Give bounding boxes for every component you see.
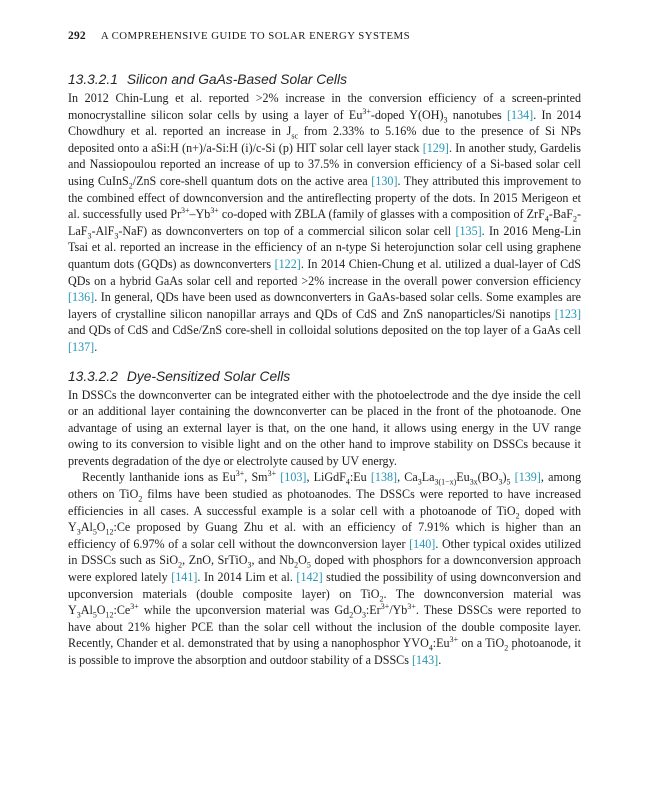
subscript: 2 (138, 494, 143, 504)
citation-link[interactable]: [140] (409, 536, 436, 551)
subscript: 3 (114, 231, 119, 241)
subscript: 12 (105, 610, 114, 620)
section-heading-13-3-2-2 (68, 369, 581, 384)
superscript: 3+ (235, 469, 245, 479)
subscript: 3 (361, 610, 366, 620)
superscript: 3+ (380, 602, 390, 612)
citation-link[interactable]: [134] (507, 107, 534, 122)
citation-link[interactable]: [142] (296, 570, 323, 585)
subscript: 2 (572, 214, 577, 224)
subscript: 5 (92, 527, 97, 537)
section-number: 13.3.2.1 (68, 72, 118, 87)
page-header (68, 30, 581, 42)
subscript: 3x (469, 477, 478, 487)
citation-link[interactable]: [122] (274, 256, 301, 271)
subscript: 5 (92, 610, 97, 620)
subscript: 2 (294, 560, 299, 570)
subscript: 3 (76, 527, 81, 537)
citation-link[interactable]: [123] (554, 306, 581, 321)
superscript: 3+ (362, 106, 371, 116)
citation-link[interactable]: [103] (280, 470, 307, 485)
paragraph-dssc-lanthanide: Recently lanthanide ions as $Eu^{3+}$, $Sm^{3+}$ [103], LiGdF$_4$:Eu [138], $Ca_3La_{3(1-x)}Eu_{3x}(BO_3)_5$ [139], among others on TiO$_2$ films have been studied as photoanodes. The DSSCs were reported to have increased efficiencies in all cases. A successful example is a solar cell with a photoanode of TiO$_2$ doped with $Y_3Al_5O_{12}:Ce$ proposed by Guang Zhu et al. with an efficiency of 7.91% which is higher than an efficiency of 6.97% of a solar cell without the downconversion layer [140]. Other typical oxides utilized in DSSCs such as SiO$_2$, ZnO, SrTiO$_3$, and $Nb_2O_5$ doped with phosphors for a downconversion approach were explored lately [141]. In 2014 Lim et al. [142] studied the possibility of using downconversion and upconversion materials (double composite layer) on TiO$_2$. The downconversion material was $Y_3Al_5O_{12}:Ce^{3+}$ while the upconversion material was $Gd_2O_3:Er^{3+}/Yb^{3+}$. These DSSCs were reported to have about 21% higher PCE than the solar cell without the inclusion of the double composite layer. Recently, Chander et al. demonstrated that by using a nanophosphor $YVO_4:Eu^{3+}$ on a TiO$_2$ photoanode, it is possible to improve the absorption and outdoor stability of a DSSCs [143]. (68, 469, 582, 667)
paragraph-silicon-gaas: In 2012 Chin-Lung et al. reported >2% increase in the conversion efficiency of a screen-printed monocrystalline silicon solar cells by using a layer of $Eu^{3+}$-doped $Y(OH)_3$ nanotubes [134]. In 2014 Chowdhury et al. reported an increase in $J_{sc}$ from 2.33% to 5.16% due to the presence of Si NPs deposited onto a aSi:H (n+)/a-Si:H (i)/c-Si (p) HIT solar cell layer stack [129]. In another study, Gardelis and Nassiopoulou reported an increase of up to 37.5% in conversion efficiency of a Si-based solar cell using CuInS$_2$/ZnS core-shell quantum dots on the active area [130]. They attributed this improvement to the combined effect of downconversion and the antireflecting property of the dots. In 2015 Merigeon et al. successfully used $Pr^{3+}-Yb^{3+}$ co-doped with ZBLA (family of glasses with a composition of ZrF$_4$-BaF$_2$-LaF$_3$-AlF$_3$-NaF) as downconverters on top of a commercial silicon solar cell [135]. In 2016 Meng-Lin Tsai et al. reported an increase in the efficiency of an n-type Si heterojunction solar cell using graphene quantum dots (GQDs) as downconverters [122]. In 2014 Chien-Chung et al. utilized a dual-layer of CdS QDs on a hybrid GaAs solar cell and reported >2% increase in the overall power conversion efficiency [136]. In general, QDs have been used as downconverters in GaAs-based solar cells. Some examples are layers of crystalline silicon nanopillar arrays and QDs of CdS and ZnS nanoparticles/Si nanotips [123] and QDs of CdS and CdSe/ZnS core-shell in colloidal solutions deposited on the top layer of a GaAs cell [137]. (68, 91, 581, 354)
subscript: 4 (428, 643, 433, 653)
running-title: A COMPREHENSIVE GUIDE TO SOLAR ENERGY SYSTEMS (100, 30, 411, 42)
subscript: 4 (345, 477, 350, 487)
section-silicon-gaas-solar-cells (68, 72, 581, 356)
citation-link[interactable]: [139] (514, 470, 541, 485)
section-heading-13-3-2-1 (68, 72, 581, 87)
subscript: 12 (105, 527, 114, 537)
citation-link[interactable]: [136] (68, 290, 95, 305)
page-number: 292 (68, 30, 86, 42)
subscript: 2 (379, 594, 384, 604)
subscript: 5 (306, 560, 311, 570)
subscript: 3(1−x) (434, 477, 457, 487)
superscript: 3+ (449, 635, 459, 645)
subscript: sc (291, 131, 298, 141)
superscript: 3+ (210, 206, 219, 216)
subscript: 3 (443, 115, 448, 124)
section-title: Dye-Sensitized Solar Cells (126, 368, 291, 384)
superscript: 3+ (407, 602, 416, 612)
citation-link[interactable]: [143] (411, 653, 439, 667)
subscript: 3 (76, 610, 81, 620)
citation-link[interactable]: [130] (371, 173, 398, 188)
citation-link[interactable]: [137] (68, 339, 95, 354)
superscript: 3+ (267, 469, 277, 479)
subscript: 4 (544, 214, 549, 224)
subscript: 2 (128, 181, 133, 191)
superscript: 3+ (130, 602, 139, 612)
section-dye-sensitized-solar-cells (68, 369, 581, 669)
citation-link[interactable]: [141] (171, 570, 198, 585)
section-title: Silicon and GaAs-Based Solar Cells (126, 72, 347, 87)
subscript: 2 (515, 511, 520, 521)
page-content (68, 30, 581, 669)
citation-link[interactable]: [138] (370, 470, 398, 485)
section-number: 13.3.2.2 (68, 368, 118, 384)
subscript: 2 (504, 643, 509, 653)
subscript: 5 (506, 477, 511, 487)
subscript: 3 (247, 560, 252, 570)
citation-link[interactable]: [129] (422, 140, 449, 155)
superscript: 3+ (181, 206, 190, 216)
subscript: 3 (498, 477, 503, 487)
citation-link[interactable]: [135] (455, 223, 482, 238)
subscript: 2 (349, 610, 354, 620)
subscript: 3 (87, 231, 92, 241)
subscript: 2 (178, 560, 183, 570)
subscript: 3 (417, 477, 422, 487)
paragraph-dssc-intro: In DSSCs the downconverter can be integrated either with the photoelectrode and the dye inside the cell or an additional layer containing the downconverter can be placed in the front of the photoanode. One advantage of using an external layer is that, on the one hand, it allows using energy in the UV range owing to its conversion to visible light and on the other hand to improve stability on DSSCs because it prevents degradation of the dye or electrolyte caused by UV energy. (68, 387, 581, 468)
